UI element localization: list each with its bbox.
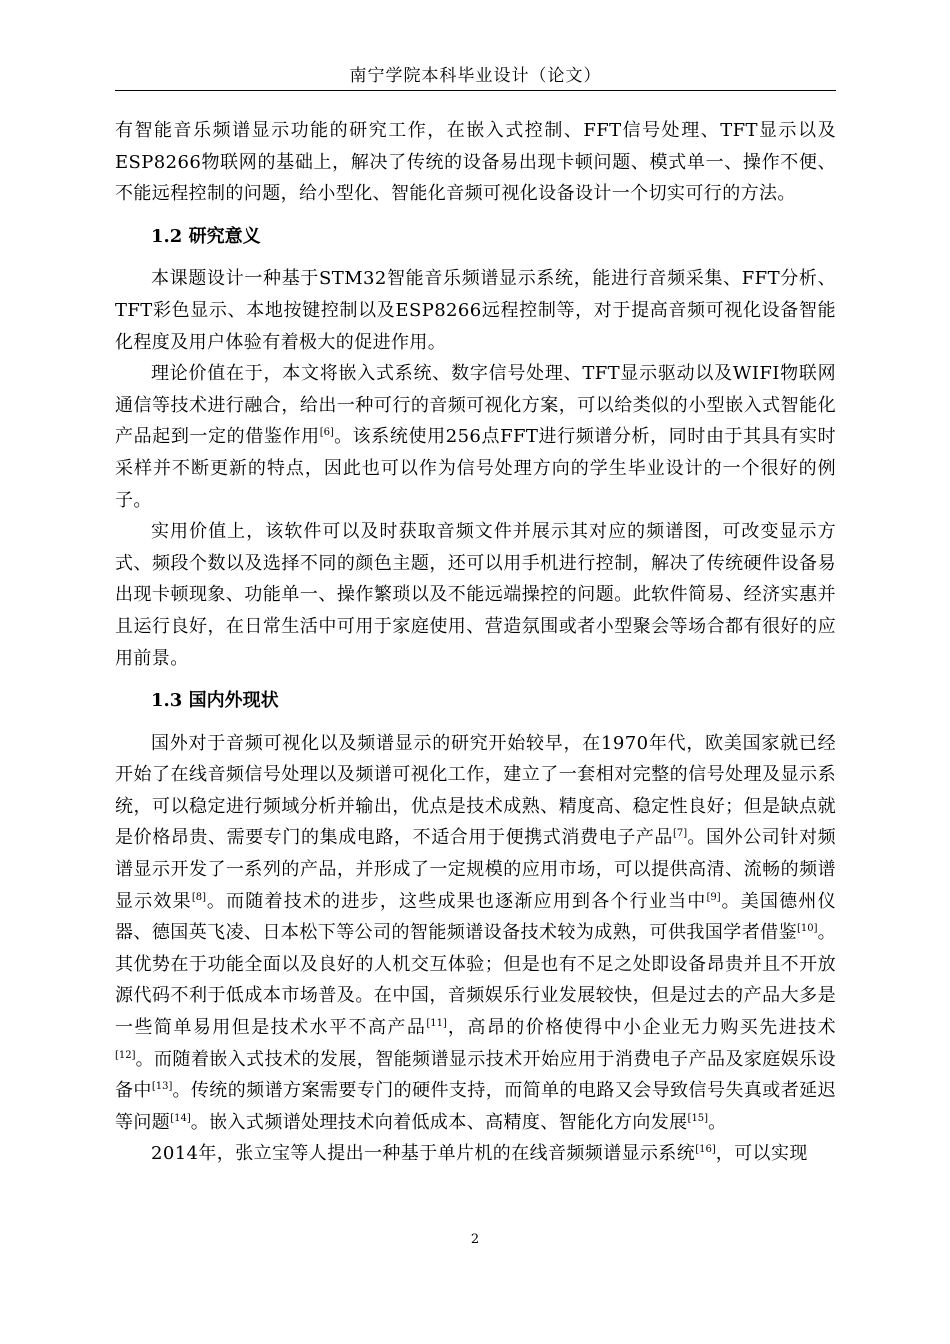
- text-run: 。: [708, 1111, 727, 1133]
- citation-ref: [15]: [687, 1112, 709, 1124]
- paragraph-significance: 本课题设计一种基于STM32智能音乐频谱显示系统，能进行音频采集、FFT分析、TFT彩色显示、本地按键控制以及ESP8266远程控制等，对于提高音频可视化设备智能化程度及用户体验有着极大的促进作用。: [115, 268, 836, 353]
- paragraph-practical-value: 实用价值上，该软件可以及时获取音频文件并展示其对应的频谱图，可改变显示方式、频段个数以及选择不同的颜色主题，还可以用手机进行控制，解决了传统硬件设备易出现卡顿现象、功能单一、操作繁琐以及不能远端操控的问题。此软件简易、经济实惠并且运行良好，在日常生活中可用于家庭使用、营造氛围或者小型聚会等场合都有很好的应用前景。: [115, 521, 836, 669]
- paragraph-status-abroad: [115, 728, 836, 1139]
- citation-ref: [7]: [673, 828, 688, 840]
- text-run: 。而随着技术的进步，这些成果也逐渐应用到各个行业当中: [206, 890, 707, 912]
- citation-ref: [6]: [319, 427, 334, 439]
- citation-ref: [16]: [695, 1144, 716, 1156]
- citation-ref: [9]: [706, 891, 721, 903]
- text-run: ，高昂的价格使得中小企业无力购买先进技术: [446, 1017, 837, 1039]
- text-run: 国外对于音频可视化以及频谱显示的研究开始较早，在1970年代，欧美国家就已经开始了在线音频信号处理以及频谱可视化工作，建立了一套相对完整的信号处理及显示系统，可以稳定进行频域分析并输出，优点是技术成熟、精度高、稳定性良好；但是缺点就是价格昂贵、需要专门的集成电路，不适合用于便携式消费电子产品: [115, 732, 836, 849]
- text-run: 。嵌入式频谱处理技术向着低成本、高精度、智能化方向发展: [190, 1111, 688, 1133]
- citation-ref: [14]: [170, 1112, 191, 1124]
- citation-ref: [10]: [797, 923, 818, 935]
- citation-ref: [13]: [151, 1081, 173, 1093]
- text-run: 。而随着嵌入式技术的发展，智能频谱显示技术开始应用于消费电子产品及家庭娱乐设备中: [115, 1048, 836, 1102]
- citation-ref: [12]: [115, 1049, 136, 1061]
- text-run: 。其优势在于功能全面以及良好的人机交互体验；但是也有不足之处即设备昂贵并且不开放源代码不利于低成本市场普及。在中国，音频娱乐行业发展较快，但是过去的产品大多是一些简单易用但是技术水平不高产品: [115, 922, 836, 1039]
- paragraph-zhang-2014: [115, 1138, 836, 1170]
- text-run: 。国外公司针对频谱显示开发了一系列的产品，并形成了一定规模的应用市场，可以提供高清、流畅的频谱显示效果: [115, 827, 837, 912]
- text-run: 2014年，张立宝等人提出一种基于单片机的在线音频频谱显示系统: [151, 1143, 696, 1165]
- page-header: [115, 62, 836, 91]
- section-heading-1-2: 1.2 研究意义: [151, 225, 261, 247]
- page-number: 2: [470, 1232, 480, 1247]
- citation-ref: [8]: [191, 891, 207, 903]
- paragraph-theoretical-value: [115, 358, 836, 516]
- citation-ref: [11]: [426, 1018, 447, 1030]
- text-run: ，可以实现: [715, 1143, 808, 1165]
- intro-paragraph: 有智能音乐频谱显示功能的研究工作，在嵌入式控制、FFT信号处理、TFT显示以及ESP8266物联网的基础上，解决了传统的设备易出现卡顿问题、模式单一、操作不便、不能远程控制的问题，给小型化、智能化音频可视化设备设计一个切实可行的方法。: [115, 120, 836, 205]
- section-heading-1-3: 1.3 国内外现状: [151, 690, 279, 712]
- document-body: [115, 115, 836, 1170]
- text-run: 。传统的频谱方案需要专门的硬件支持，而简单的电路又会导致信号失真或者延迟等问题: [115, 1080, 836, 1133]
- header-title: 南宁学院本科毕业设计（论文）: [349, 66, 602, 86]
- text-run: 。美国德州仪器、德国英飞凌、日本松下等公司的智能频谱设备技术较为成熟，可供我国学者借鉴: [115, 890, 836, 944]
- text-run: 。该系统使用256点FFT进行频谱分析，同时由于其具有实时采样并不断更新的特点，因此也可以作为信号处理方向的学生毕业设计的一个很好的例子。: [115, 426, 836, 511]
- text-run: 理论价值在于，本文将嵌入式系统、数字信号处理、TFT显示驱动以及WIFI物联网通信等技术进行融合，给出一种可行的音频可视化方案，可以给类似的小型嵌入式智能化产品起到一定的借鉴作用: [115, 363, 836, 448]
